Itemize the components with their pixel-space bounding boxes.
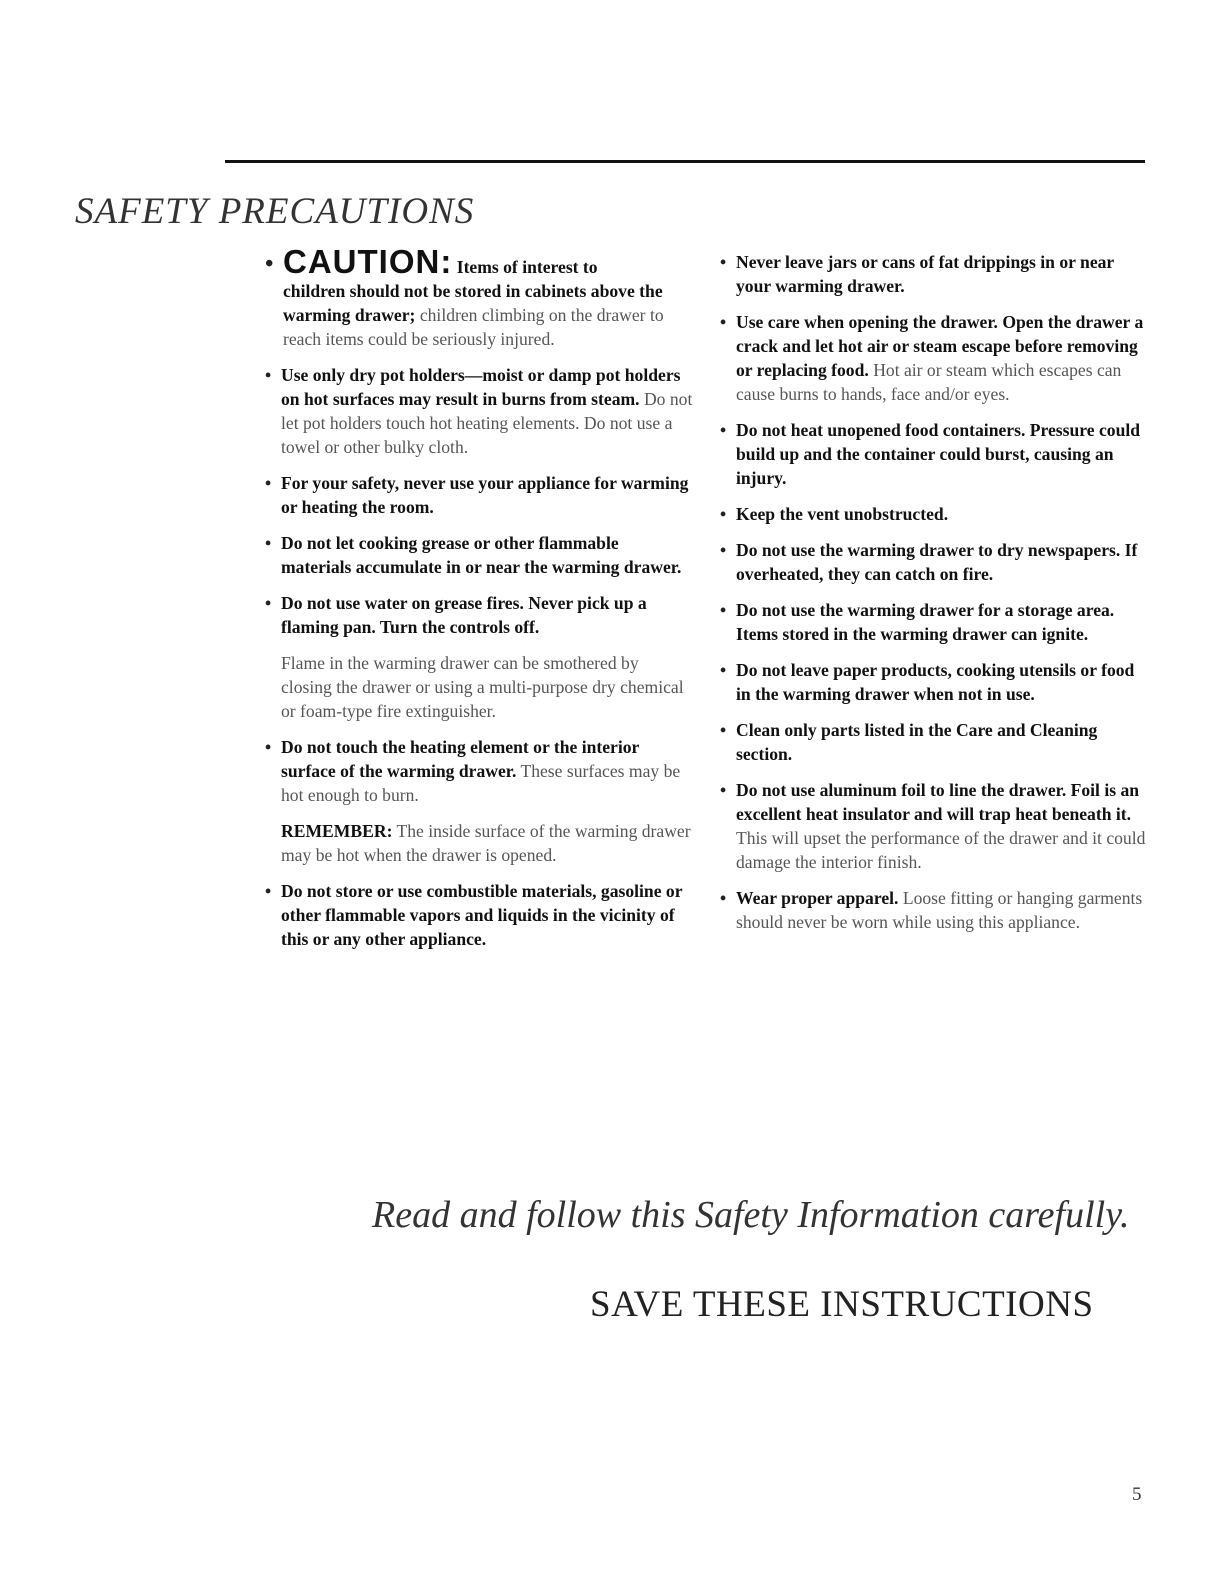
bullet-icon: •	[265, 251, 274, 277]
list-item	[263, 531, 693, 579]
item-bold-text: Do not use aluminum foil to line the drawer. Foil is an excellent heat insulator and will trap heat beneath it.	[736, 780, 1140, 824]
list-item	[263, 471, 693, 519]
bullet-icon: •	[265, 737, 272, 757]
left-column	[263, 243, 693, 963]
save-instructions-heading: SAVE THESE INSTRUCTIONS	[590, 1284, 1094, 1325]
list-item	[263, 591, 693, 639]
item-bold-text: Do not heat unopened food containers. Pressure could build up and the container could burst, causing an injury.	[736, 420, 1141, 488]
item-normal-text: These surfaces may be hot enough to burn.	[281, 761, 681, 805]
item-bold-text: Clean only parts listed in the Care and Cleaning section.	[736, 720, 1098, 764]
item-normal-text: Do not let pot holders touch hot heating elements. Do not use a towel or other bulky cloth.	[281, 389, 693, 457]
item-bold-text: Do not use the warming drawer for a storage area. Items stored in the warming drawer can ignite.	[736, 600, 1115, 644]
page-title: SAFETY PRECAUTIONS	[75, 191, 475, 232]
item-bold-text: Do not leave paper products, cooking utensils or food in the warming drawer when not in use.	[736, 660, 1135, 704]
list-item	[718, 658, 1148, 706]
caution-item	[263, 243, 693, 351]
page-number: 5	[1132, 1484, 1142, 1505]
bullet-icon: •	[265, 593, 272, 613]
list-item	[718, 418, 1148, 490]
item-bold-text: Use only dry pot holders—moist or damp pot holders on hot surfaces may result in burns from steam.	[281, 365, 681, 409]
bullet-icon: •	[265, 533, 272, 553]
bullet-icon: •	[265, 365, 272, 385]
caution-bold-text: children should not be stored in cabinets above the warming drawer;	[283, 281, 663, 325]
bullet-icon: •	[720, 660, 727, 680]
bullet-icon: •	[720, 312, 727, 332]
bullet-icon: •	[720, 780, 727, 800]
list-item	[718, 250, 1148, 298]
bullet-icon: •	[720, 600, 727, 620]
list-item	[718, 886, 1148, 934]
item-bold-text: Keep the vent unobstructed.	[736, 504, 949, 524]
item-normal-text: Loose fitting or hanging garments should never be worn while using this appliance.	[736, 888, 1143, 932]
header-rule	[225, 160, 1145, 163]
remember-text: The inside surface of the warming drawer may be hot when the drawer is opened.	[281, 821, 691, 865]
list-item	[263, 363, 693, 459]
item-bold-text: Wear proper apparel.	[736, 888, 899, 908]
remember-paragraph	[263, 819, 693, 867]
item-bold-text: Use care when opening the drawer. Open the drawer a crack and let hot air or steam escape before removing or replacing food.	[736, 312, 1144, 380]
item-bold-text: Do not touch the heating element or the interior surface of the warming drawer.	[281, 737, 640, 781]
bullet-icon: •	[720, 888, 727, 908]
bullet-icon: •	[720, 252, 727, 272]
list-item	[263, 735, 693, 807]
caution-normal-text: children climbing on the drawer to reach items could be seriously injured.	[283, 305, 664, 349]
bullet-icon: •	[265, 473, 272, 493]
item-bold-text: Do not use water on grease fires. Never pick up a flaming pan. Turn the controls off.	[281, 593, 647, 637]
list-item	[718, 310, 1148, 406]
item-bold-text: For your safety, never use your appliance for warming or heating the room.	[281, 473, 689, 517]
bullet-icon: •	[720, 720, 727, 740]
remember-label: REMEMBER:	[281, 821, 393, 841]
read-follow-heading: Read and follow this Safety Information carefully.	[372, 1194, 1130, 1236]
bullet-icon: •	[265, 881, 272, 901]
item-bold-text: Do not let cooking grease or other flammable materials accumulate in or near the warming drawer.	[281, 533, 682, 577]
list-item	[718, 538, 1148, 586]
caution-heading: CAUTION:	[283, 243, 453, 280]
list-item	[718, 502, 1148, 526]
item-bold-text: Never leave jars or cans of fat drippings in or near your warming drawer.	[736, 252, 1114, 296]
right-column	[718, 250, 1148, 946]
bullet-icon: •	[720, 504, 727, 524]
list-item	[718, 598, 1148, 646]
bullet-icon: •	[720, 540, 727, 560]
list-item	[718, 778, 1148, 874]
item-bold-text: Do not store or use combustible materials, gasoline or other flammable vapors and liquids in the vicinity of this or any other appliance.	[281, 881, 683, 949]
item-normal-text: This will upset the performance of the drawer and it could damage the interior finish.	[736, 828, 1146, 872]
item-bold-text: Do not use the warming drawer to dry newspapers. If overheated, they can catch on fire.	[736, 540, 1138, 584]
list-item	[718, 718, 1148, 766]
flame-paragraph: Flame in the warming drawer can be smothered by closing the drawer or using a multi-purpose dry chemical or foam-type fire extinguisher.	[281, 653, 684, 721]
caution-first-line: Items of interest to	[456, 257, 598, 277]
bullet-icon: •	[720, 420, 727, 440]
list-item	[263, 879, 693, 951]
item-normal-text: Hot air or steam which escapes can cause burns to hands, face and/or eyes.	[736, 360, 1122, 404]
